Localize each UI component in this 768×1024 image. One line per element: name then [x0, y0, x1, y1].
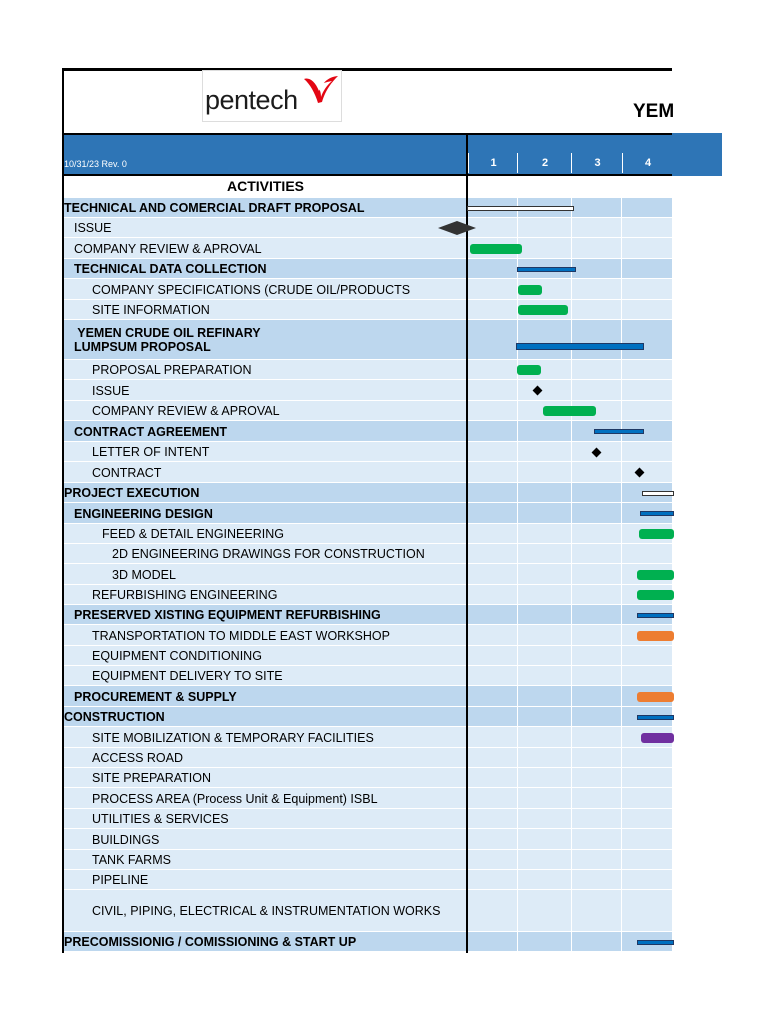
- activity-label: PROCESS AREA (Process Unit & Equipment) ISBL: [92, 792, 378, 806]
- activity-label: 3D MODEL: [112, 568, 176, 582]
- activity-row: [64, 421, 672, 442]
- grid-line: [517, 483, 518, 502]
- activity-row: [64, 727, 672, 748]
- grid-line: [621, 870, 622, 889]
- activity-row: [64, 788, 672, 809]
- activity-row: [64, 686, 672, 707]
- activity-label: REFURBISHING ENGINEERING: [92, 588, 278, 602]
- task-bar: [517, 365, 541, 375]
- activity-label: ACCESS ROAD: [92, 751, 183, 765]
- grid-line: [621, 727, 622, 747]
- grid-line: [621, 483, 622, 502]
- task-bar: [637, 590, 674, 600]
- activity-label: YEMEN CRUDE OIL REFINARY LUMPSUM PROPOSAL: [74, 326, 261, 354]
- grid-line: [517, 564, 518, 584]
- activity-row: [64, 483, 672, 503]
- revision-label: 10/31/23 Rev. 0: [64, 159, 127, 169]
- activity-label: TECHNICAL AND COMERCIAL DRAFT PROPOSAL: [64, 201, 365, 215]
- grid-line: [621, 707, 622, 726]
- activity-row: [64, 625, 672, 646]
- activity-label: TRANSPORTATION TO MIDDLE EAST WORKSHOP: [92, 629, 390, 643]
- company-logo: [202, 70, 342, 122]
- grid-line: [621, 932, 622, 951]
- activity-row: [64, 646, 672, 666]
- grid-line: [571, 524, 572, 543]
- activity-label: COMPANY REVIEW & APROVAL: [92, 404, 280, 418]
- activity-row: [64, 850, 672, 870]
- grid-line: [571, 666, 572, 685]
- grid-line: [517, 686, 518, 706]
- activity-row: [64, 890, 672, 932]
- milestone-diamond: [438, 221, 476, 235]
- grid-line: [621, 503, 622, 523]
- activity-row: [64, 198, 672, 218]
- activity-label: SITE MOBILIZATION & TEMPORARY FACILITIES: [92, 731, 374, 745]
- grid-line: [571, 870, 572, 889]
- grid-line: [621, 890, 622, 931]
- left-border: [62, 68, 64, 953]
- activity-label: COMPANY SPECIFICATIONS (CRUDE OIL/PRODUCTS: [92, 283, 411, 297]
- grid-line: [571, 768, 572, 787]
- activity-label: ISSUE: [74, 221, 112, 235]
- grid-line: [571, 788, 572, 808]
- grid-line: [517, 421, 518, 441]
- grid-line: [571, 279, 572, 299]
- activity-row: [64, 360, 672, 380]
- week-header: 4: [622, 153, 673, 173]
- grid-line: [571, 360, 572, 379]
- grid-line: [517, 850, 518, 869]
- grid-line: [571, 218, 572, 237]
- grid-line: [517, 585, 518, 604]
- grid-line: [621, 279, 622, 299]
- grid-line: [621, 442, 622, 461]
- grid-line: [571, 809, 572, 828]
- grid-line: [517, 380, 518, 400]
- activity-row: [64, 932, 672, 952]
- activity-label: BUILDINGS: [92, 833, 160, 847]
- logo-text: pentech: [205, 85, 298, 115]
- summary-bar: [637, 940, 674, 945]
- activity-label: TANK FARMS: [92, 853, 171, 867]
- grid-line: [621, 300, 622, 319]
- activity-label: EQUIPMENT CONDITIONING: [92, 649, 262, 663]
- week-header: 3: [571, 153, 623, 173]
- grid-line: [571, 707, 572, 726]
- task-bar: [518, 305, 568, 315]
- activity-label: LETTER OF INTENT: [92, 445, 210, 459]
- task-bar: [641, 733, 674, 743]
- grid-line: [517, 890, 518, 931]
- activity-row: [64, 380, 672, 401]
- activity-label: PRESERVED XISTING EQUIPMENT REFURBISHING: [74, 608, 381, 622]
- grid-line: [571, 483, 572, 502]
- grid-line: [621, 748, 622, 767]
- activity-row: [64, 503, 672, 524]
- summary-bar: [516, 343, 644, 350]
- grid-line: [571, 850, 572, 869]
- grid-line: [517, 503, 518, 523]
- grid-line: [621, 625, 622, 645]
- grid-line: [517, 320, 518, 359]
- activity-label: CONTRACT: [92, 466, 162, 480]
- grid-line: [517, 218, 518, 237]
- grid-line: [621, 829, 622, 849]
- grid-line: [621, 198, 622, 217]
- activity-label: SITE PREPARATION: [92, 771, 212, 785]
- activity-row: [64, 544, 672, 564]
- activity-row: [64, 564, 672, 585]
- activity-row: [64, 320, 672, 360]
- grid-line: [517, 870, 518, 889]
- activity-label: ENGINEERING DESIGN: [74, 507, 213, 521]
- grid-line: [517, 524, 518, 543]
- grid-line: [621, 686, 622, 706]
- grid-line: [517, 544, 518, 563]
- grid-line: [621, 809, 622, 828]
- summary-bar: [637, 715, 674, 720]
- activity-row: [64, 259, 672, 279]
- activity-label: CONSTRUCTION: [64, 710, 165, 724]
- grid-line: [517, 605, 518, 624]
- grid-line: [621, 218, 622, 237]
- activity-label: CONTRACT AGREEMENT: [74, 425, 228, 439]
- activity-label: 2D ENGINEERING DRAWINGS FOR CONSTRUCTION: [112, 547, 425, 561]
- activity-label: FEED & DETAIL ENGINEERING: [102, 527, 284, 541]
- activity-row: [64, 748, 672, 768]
- grid-line: [517, 707, 518, 726]
- activity-label: UTILITIES & SERVICES: [92, 812, 229, 826]
- grid-line: [621, 564, 622, 584]
- grid-line: [571, 829, 572, 849]
- activity-row: [64, 585, 672, 605]
- grid-line: [517, 768, 518, 787]
- activity-row: [64, 666, 672, 686]
- grid-line: [517, 788, 518, 808]
- activity-row: [64, 809, 672, 829]
- grid-line: [517, 727, 518, 747]
- week-header: 1: [468, 153, 518, 173]
- grid-line: [571, 320, 572, 359]
- grid-line: [571, 564, 572, 584]
- activity-row: [64, 768, 672, 788]
- task-bar: [637, 631, 674, 641]
- grid-line: [517, 625, 518, 645]
- grid-line: [571, 932, 572, 951]
- grid-line: [621, 788, 622, 808]
- grid-line: [517, 401, 518, 420]
- summary-bar: [517, 267, 576, 272]
- grid-line: [621, 605, 622, 624]
- timeline-divider: [466, 133, 468, 953]
- grid-line: [621, 524, 622, 543]
- activity-row: [64, 462, 672, 483]
- logo-swoosh-icon: [301, 73, 341, 111]
- grid-line: [621, 850, 622, 869]
- summary-bar: [594, 429, 644, 434]
- activity-label: COMPANY REVIEW & APROVAL: [74, 242, 262, 256]
- activity-row: [64, 279, 672, 300]
- grid-line: [517, 442, 518, 461]
- grid-line: [571, 646, 572, 665]
- grid-line: [621, 585, 622, 604]
- activity-row: [64, 605, 672, 625]
- grid-line: [621, 462, 622, 482]
- activity-label: CIVIL, PIPING, ELECTRICAL & INSTRUMENTATION WORKS: [92, 904, 441, 918]
- week-header: 2: [517, 153, 572, 173]
- grid-line: [621, 666, 622, 685]
- activity-label: PIPELINE: [92, 873, 149, 887]
- grid-line: [621, 238, 622, 258]
- grid-line: [571, 748, 572, 767]
- task-bar: [543, 406, 596, 416]
- grid-line: [571, 300, 572, 319]
- grid-line: [621, 544, 622, 563]
- grid-line: [621, 320, 622, 359]
- summary-bar: [640, 511, 674, 516]
- task-bar: [470, 244, 522, 254]
- document-title: YEM: [633, 101, 675, 122]
- activity-row: [64, 524, 672, 544]
- task-bar: [639, 529, 674, 539]
- grid-line: [571, 686, 572, 706]
- grid-line: [571, 890, 572, 931]
- grid-line: [571, 442, 572, 461]
- grid-line: [621, 380, 622, 400]
- grid-line: [571, 727, 572, 747]
- activity-label: ISSUE: [92, 384, 130, 398]
- summary-bar: [637, 613, 674, 618]
- task-bar: [518, 285, 542, 295]
- grid-line: [571, 585, 572, 604]
- grid-line: [621, 768, 622, 787]
- grid-line: [517, 809, 518, 828]
- grid-line: [571, 503, 572, 523]
- grid-line: [621, 259, 622, 278]
- activity-row: [64, 300, 672, 320]
- grid-line: [517, 666, 518, 685]
- grid-line: [571, 421, 572, 441]
- grid-line: [517, 462, 518, 482]
- top-border: [62, 68, 672, 71]
- grid-line: [571, 625, 572, 645]
- summary-bar: [642, 491, 674, 496]
- grid-line: [571, 462, 572, 482]
- grid-line: [517, 829, 518, 849]
- activity-label: PROCUREMENT & SUPPLY: [74, 690, 237, 704]
- activity-row: [64, 870, 672, 890]
- task-bar: [637, 570, 674, 580]
- activity-row: [64, 707, 672, 727]
- activity-row: [64, 829, 672, 850]
- grid-line: [517, 932, 518, 951]
- activity-row: [64, 218, 672, 238]
- grid-line: [621, 360, 622, 379]
- grid-line: [571, 605, 572, 624]
- grid-line: [571, 238, 572, 258]
- grid-line: [517, 748, 518, 767]
- activity-label: SITE INFORMATION: [92, 303, 210, 317]
- grid-line: [517, 646, 518, 665]
- summary-bar: [467, 206, 574, 211]
- activities-header: ACTIVITIES: [226, 178, 304, 194]
- activity-label: PRECOMISSIONIG / COMISSIONING & START UP: [64, 935, 357, 949]
- grid-line: [571, 380, 572, 400]
- grid-line: [621, 401, 622, 420]
- gantt-sheet: [62, 68, 675, 953]
- activity-label: EQUIPMENT DELIVERY TO SITE: [92, 669, 283, 683]
- grid-line: [571, 544, 572, 563]
- activity-row: [64, 442, 672, 462]
- task-bar: [637, 692, 674, 702]
- activity-row: [64, 238, 672, 259]
- activity-label: PROJECT EXECUTION: [64, 486, 200, 500]
- activity-label: TECHNICAL DATA COLLECTION: [74, 262, 267, 276]
- header-top-rule: [62, 133, 672, 135]
- grid-line: [621, 646, 622, 665]
- activity-label: PROPOSAL PREPARATION: [92, 363, 252, 377]
